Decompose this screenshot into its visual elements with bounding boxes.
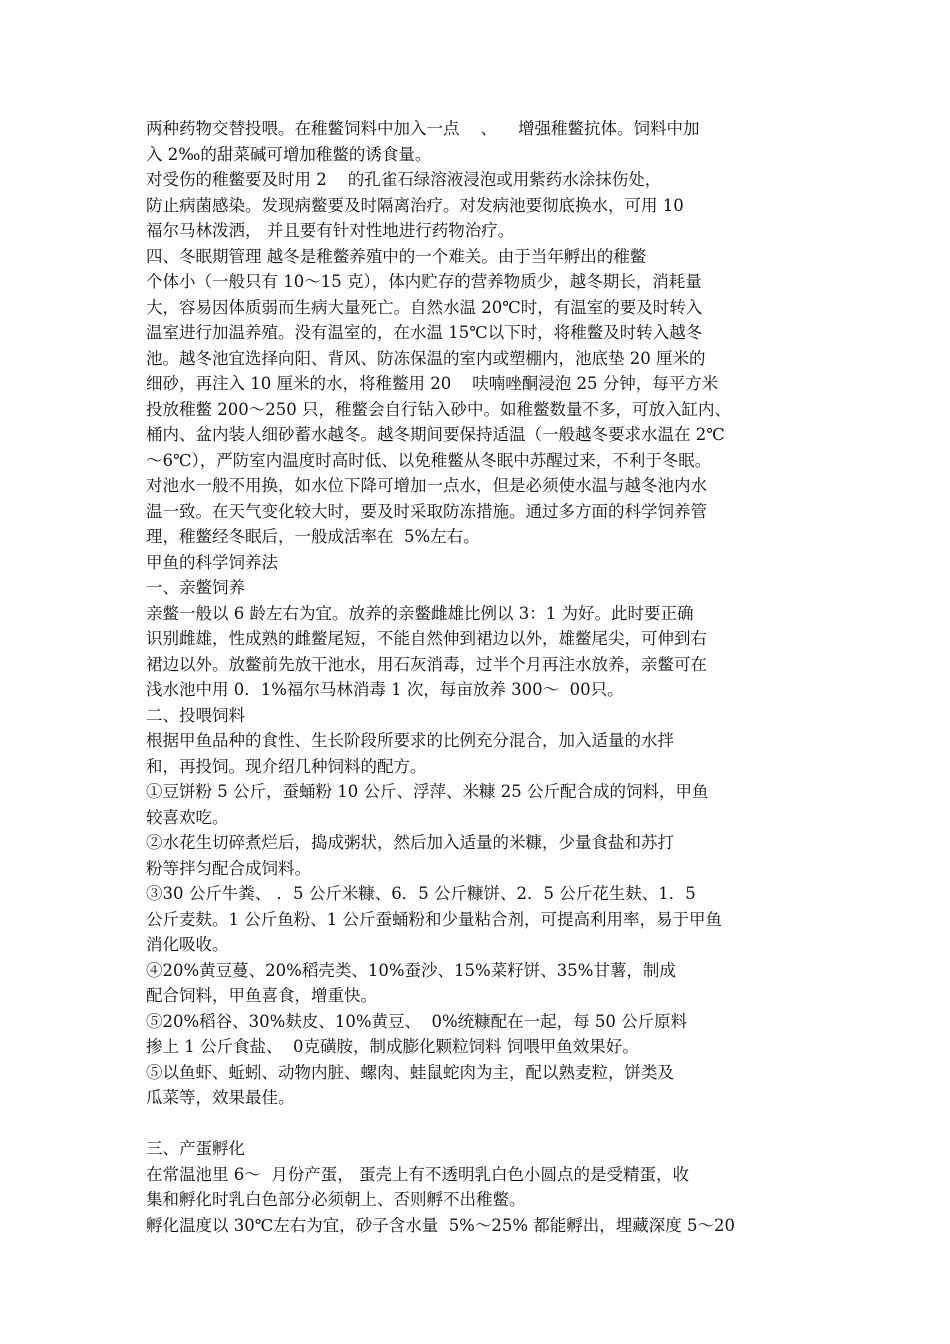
text-line: 桶内、盆内装人细砂蓄水越冬。越冬期间要保持适温（一般越冬要求水温在 2℃ — [146, 425, 725, 444]
text-line: 两种药物交替投喂。在稚鳖饲料中加入一点 、 增强稚鳖抗体。饲料中加 — [146, 119, 700, 138]
text-line: ②水花生切碎煮烂后，捣成粥状，然后加入适量的米糠，少量食盐和苏打 — [146, 833, 674, 852]
text-line: 池。越冬池宜选择向阳、背风、防冻保温的室内或塑棚内，池底垫 20 厘米的 — [146, 348, 706, 368]
text-line: 对受伤的稚鳖要及时用 2 的孔雀石绿溶液浸泡或用紫药水涂抹伤处， — [146, 170, 662, 189]
text-line: 根据甲鱼品种的食性、生长阶段所要求的比例充分混合，加入适量的水拌 — [146, 731, 674, 750]
text-line: 温一致。在天气变化较大时，要及时采取防冻措施。通过多方面的科学饲养管 — [146, 501, 707, 521]
text-line: 对池水一般不用换，如水位下降可增加一点水，但是必须使水温与越冬池内水 — [146, 476, 707, 495]
text-line: 瓜菜等，效果最佳。 — [146, 1088, 295, 1107]
text-line: 公斤麦麸。1 公斤鱼粉、1 公斤蚕蛹粉和少量粘合剂，可提高利用率，易于甲鱼 — [146, 909, 722, 929]
text-line: 孵化温度以 30℃左右为宜，砂子含水量 5%～25% 都能孵出，埋藏深度 5～20 — [146, 1215, 736, 1235]
document-text-body — [146, 116, 826, 1238]
text-line: 甲鱼的科学饲养法 — [146, 552, 278, 572]
text-line: ③30 公斤牛粪、 ．5 公斤米糠、6．5 公斤糠饼、2．5 公斤花生麸、1．5 — [146, 884, 696, 903]
text-line: 较喜欢吃。 — [146, 807, 229, 827]
text-line: 大，容易因体质弱而生病大量死亡。自然水温 20℃时，有温室的要及时转入 — [146, 297, 703, 317]
text-line: 裙边以外。放鳖前先放干池水，用石灰消毒，过半个月再注水放养，亲鳖可在 — [146, 654, 707, 674]
text-line: ～6℃），严防室内温度时高时低、以免稚鳖从冬眠中苏醒过来，不利于冬眠。 — [146, 450, 712, 470]
text-line: 识别雌雄，性成熟的雌鳖尾短，不能自然伸到裙边以外，雄鳖尾尖，可伸到右 — [146, 629, 707, 648]
text-line: 四、冬眠期管理 越冬是稚鳖养殖中的一个难关。由于当年孵出的稚鳖 — [146, 246, 647, 266]
text-line: ⑤以鱼虾、蚯蚓、动物内脏、螺肉、蛙鼠蛇肉为主，配以熟麦粒，饼类及 — [146, 1062, 674, 1082]
text-line: 在常温池里 6～ 月份产蛋， 蛋壳上有不透明乳白色小圆点的是受精蛋，收 — [146, 1164, 689, 1184]
blank-line — [146, 1111, 826, 1137]
text-line: 掺上 1 公斤食盐、 0克磺胺，制成膨化颗粒饲料 饲喂甲鱼效果好。 — [146, 1037, 639, 1056]
text-line: 福尔马林泼洒， 并且要有针对性地进行药物治疗。 — [146, 221, 515, 240]
text-line: 二、投喂饲料 — [146, 705, 245, 725]
text-line: 理，稚鳖经冬眠后，一般成活率在 5%左右。 — [146, 527, 480, 546]
text-line: 粉等拌匀配合成饲料。 — [146, 858, 311, 878]
text-line: 浅水池中用 0．1%福尔马林消毒 1 次，每亩放养 300～ 00只。 — [146, 680, 624, 699]
text-line: 个体小（一般只有 10～15 克），体内贮存的营养物质少，越冬期长，消耗量 — [146, 272, 702, 291]
text-line: 集和孵化时乳白色部分必须朝上、否则孵不出稚鳖。 — [146, 1190, 526, 1209]
text-line: 三、产蛋孵化 — [146, 1139, 245, 1158]
text-line: 亲鳖一般以 6 龄左右为宜。放养的亲鳖雌雄比例以 3：1 为好。此时要正确 — [146, 603, 694, 623]
text-line: ④20%黄豆蔓、20%稻壳类、10%蚕沙、15%菜籽饼、35%甘薯，制成 — [146, 960, 676, 980]
text-line: 防止病菌感染。发现病鳖要及时隔离治疗。对发病池要彻底换水，可用 10 — [146, 195, 684, 215]
text-line: 温室进行加温养殖。没有温室的，在水温 15℃以下时，将稚鳖及时转入越冬 — [146, 323, 703, 342]
text-line: 一、亲鳖饲养 — [146, 578, 245, 597]
text-line: 入 2‰的甜菜碱可增加稚鳖的诱食量。 — [146, 144, 432, 164]
text-line: 和，再投饲。现介绍几种饲料的配方。 — [146, 756, 427, 776]
text-line: 细砂，再注入 10 厘米的水，将稚鳖用 20 呋喃唑酮浸泡 25 分钟，每平方米 — [146, 374, 719, 393]
text-line: ①豆饼粉 5 公斤，蚕蛹粉 10 公斤、浮萍、米糠 25 公斤配合成的饲料，甲鱼 — [146, 782, 709, 801]
text-line: 配合饲料，甲鱼喜食，增重快。 — [146, 986, 377, 1005]
text-line: 消化吸收。 — [146, 935, 229, 954]
text-line: 投放稚鳖 200～250 只，稚鳖会自行钻入砂中。如稚鳖数量不多，可放入缸内、 — [146, 399, 731, 419]
text-line: ⑤20%稻谷、30%麸皮、10%黄豆、 0%统糠配在一起，每 50 公斤原料 — [146, 1011, 688, 1031]
